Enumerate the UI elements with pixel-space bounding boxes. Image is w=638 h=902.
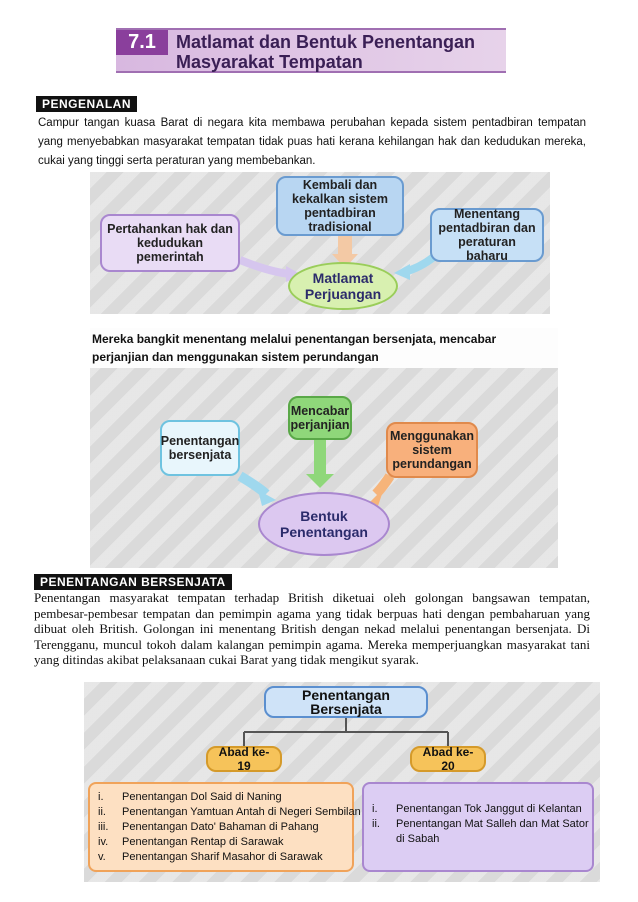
forms-diagram xyxy=(90,328,558,568)
c20-label: Abad ke-20 xyxy=(410,746,486,772)
list-item: ii. Penentangan Yamtuan Antah di Negeri Sembilan xyxy=(98,806,361,818)
armed-heading: PENENTANGAN BERSENJATA xyxy=(34,574,232,590)
goal-right-box: Menentang pentadbiran dan peraturan baharu xyxy=(430,208,544,262)
chapter-title-line2: Masyarakat Tempatan xyxy=(176,52,363,72)
list-item: di Sabah xyxy=(396,833,440,845)
form-center-ellipse: Bentuk Penentangan xyxy=(258,492,390,556)
goal-left-box: Pertahankan hak dan kedudukan pemerintah xyxy=(100,214,240,272)
c20-list xyxy=(362,782,594,872)
title-banner xyxy=(116,28,506,73)
form-right-box: Menggunakan sistem perundangan xyxy=(386,422,478,478)
forms-caption: Mereka bangkit menentang melalui penentangan bersenjata, mencabar perjanjian dan menggunakan sistem perundangan xyxy=(90,328,558,368)
intro-heading: PENGENALAN xyxy=(36,96,137,112)
list-item: ii. Penentangan Mat Salleh dan Mat Sator xyxy=(372,818,589,830)
list-item: i. Penentangan Dol Said di Naning xyxy=(98,791,282,803)
chapter-title xyxy=(176,32,475,72)
intro-paragraph: Campur tangan kuasa Barat di negara kita membawa perubahan kepada sistem pentadbiran tempatan yang menyebabkan masyarakat tempatan tidak puas hati kerana kehilangan hak dan kedudukan mereka, cukai yang tinggi serta peraturan yang membebankan. xyxy=(38,117,586,167)
form-top-box: Mencabar perjanjian xyxy=(288,396,352,440)
list-item: v. Penentangan Sharif Masahor di Sarawak xyxy=(98,851,323,863)
list-item: iii. Penentangan Dato' Bahaman di Pahang xyxy=(98,821,319,833)
goal-center-ellipse: Matlamat Perjuangan xyxy=(288,262,398,310)
list-item: i. Penentangan Tok Janggut di Kelantan xyxy=(372,803,582,815)
armed-chart-title: Penentangan Bersenjata xyxy=(264,686,428,718)
goal-top-box: Kembali dan kekalkan sistem pentadbiran tradisional xyxy=(276,176,404,236)
c19-label: Abad ke-19 xyxy=(206,746,282,772)
c19-list xyxy=(88,782,361,872)
chapter-number: 7.1 xyxy=(116,30,168,55)
goals-diagram xyxy=(90,172,550,314)
list-item: iv. Penentangan Rentap di Sarawak xyxy=(98,836,284,848)
chapter-title-line1: Matlamat dan Bentuk Penentangan xyxy=(176,32,476,52)
armed-paragraph: Penentangan masyarakat tempatan terhadap British diketuai oleh golongan bangsawan tempatan, pembesar-pembesar tempatan dan pemimpin agama yang tidak berpuas hati dengan pembaharuan yang dibuat oleh British. Golongan ini menentang British dengan nekad melalui penentangan bersenjata. Di Terengganu, muncul tokoh dalam kalangan pemimpin agama. Mereka memperjuangkan masyarakat tani yang ditindas akibat pelaksanaan cukai Barat yang tidak mengikut syarak. xyxy=(34,590,590,667)
armed-chart xyxy=(84,682,600,882)
form-left-box: Penentangan bersenjata xyxy=(160,420,240,476)
